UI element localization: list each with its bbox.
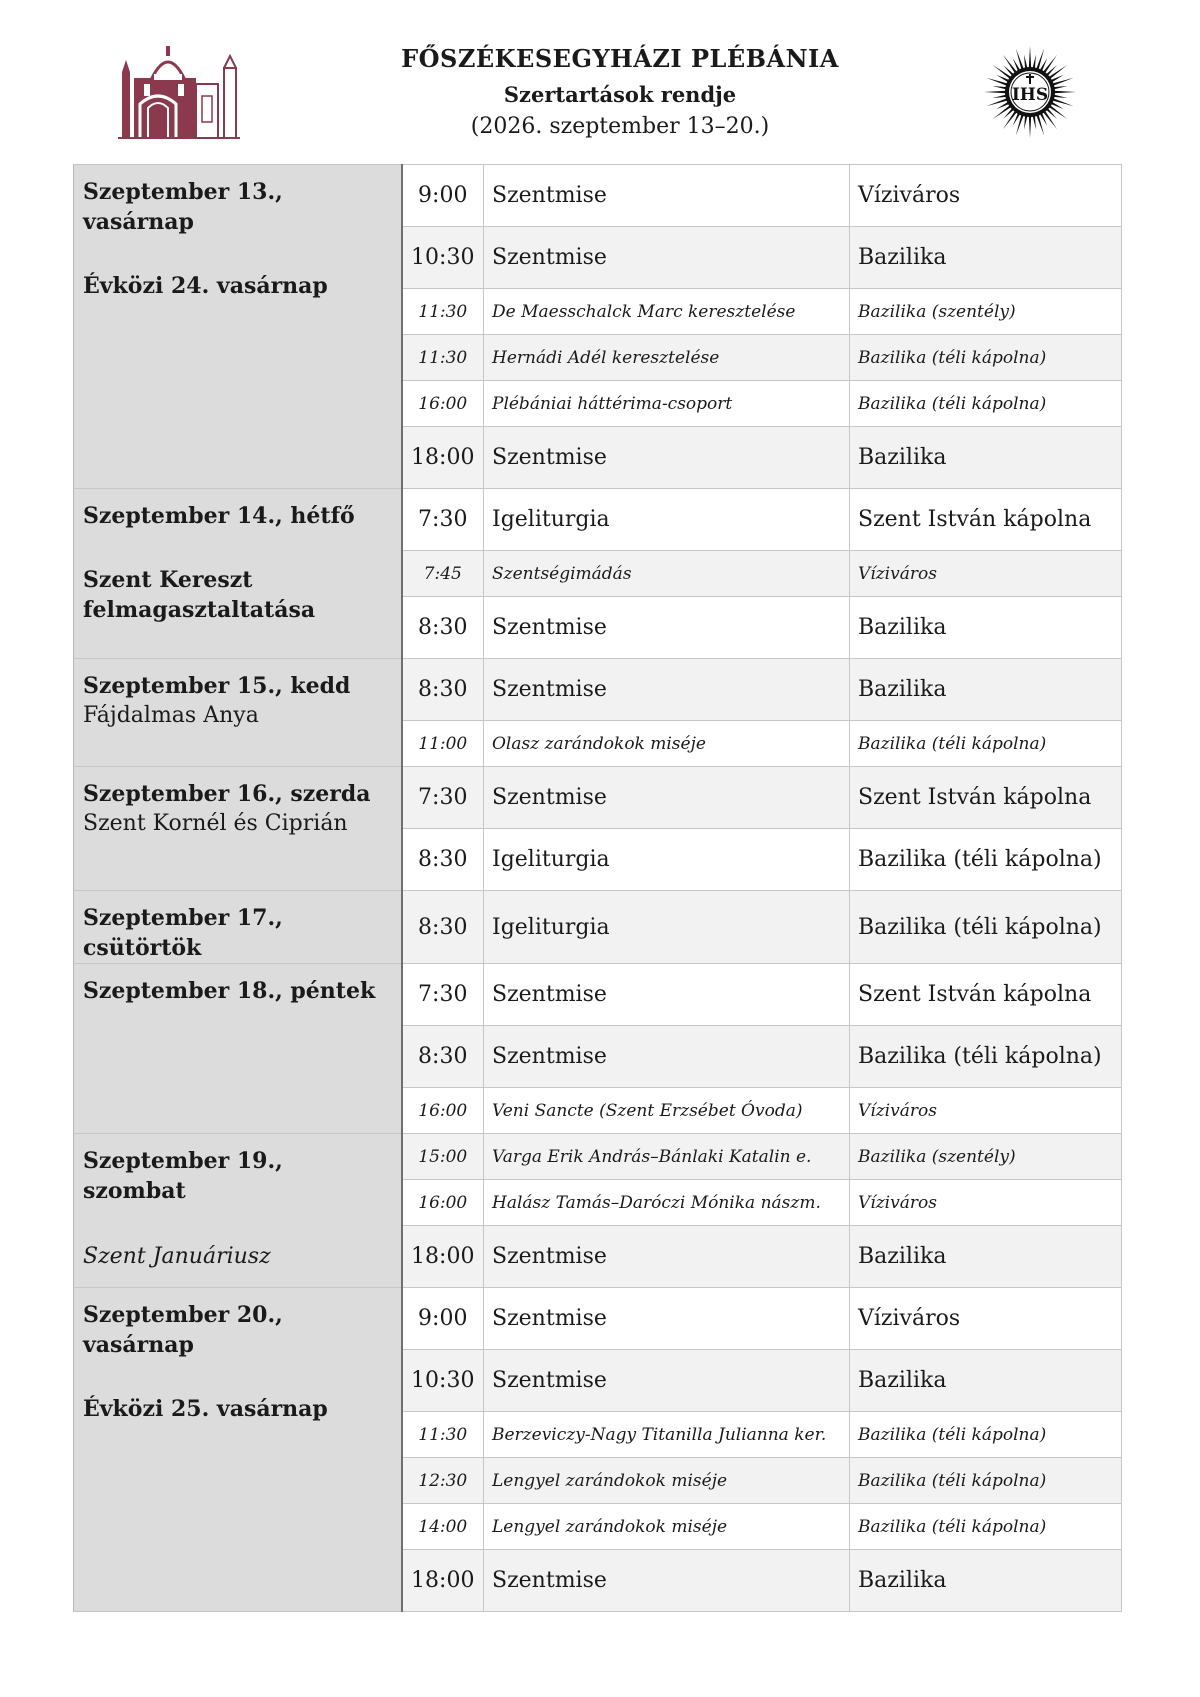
schedule-row	[74, 767, 1122, 829]
event-time: 7:30	[402, 489, 484, 551]
event-name: De Maesschalck Marc keresztelése	[484, 289, 850, 335]
event-place: Bazilika (téli kápolna)	[850, 1504, 1122, 1550]
day-feast: Fájdalmas Anya	[83, 703, 259, 728]
event-name: Igeliturgia	[484, 489, 850, 551]
event-place: Bazilika (téli kápolna)	[850, 891, 1122, 964]
day-cell	[74, 964, 402, 1134]
event-name: Veni Sancte (Szent Erzsébet Óvoda)	[484, 1088, 850, 1134]
event-place: Szent István kápolna	[850, 489, 1122, 551]
title-block	[300, 42, 940, 142]
event-time: 8:30	[402, 597, 484, 659]
day-date: Szeptember 16., szerda	[83, 781, 371, 807]
event-time: 10:30	[402, 227, 484, 289]
event-time: 8:30	[402, 1026, 484, 1088]
event-name: Igeliturgia	[484, 829, 850, 891]
event-place: Víziváros	[850, 165, 1122, 227]
event-place: Bazilika (téli kápolna)	[850, 829, 1122, 891]
event-time: 8:30	[402, 829, 484, 891]
event-time: 11:30	[402, 335, 484, 381]
event-place: Bazilika (szentély)	[850, 1134, 1122, 1180]
schedule-row	[74, 891, 1122, 964]
event-name: Lengyel zarándokok miséje	[484, 1504, 850, 1550]
event-name: Szentmise	[484, 1288, 850, 1350]
day-cell	[74, 659, 402, 767]
event-name: Szentmise	[484, 1350, 850, 1412]
event-time: 18:00	[402, 1226, 484, 1288]
event-time: 8:30	[402, 891, 484, 964]
event-name: Igeliturgia	[484, 891, 850, 964]
schedule-row	[74, 964, 1122, 1026]
event-place: Bazilika (téli kápolna)	[850, 1458, 1122, 1504]
event-name: Hernádi Adél keresztelése	[484, 335, 850, 381]
event-name: Szentmise	[484, 1226, 850, 1288]
event-place: Szent István kápolna	[850, 767, 1122, 829]
event-time: 15:00	[402, 1134, 484, 1180]
event-name: Szentmise	[484, 1550, 850, 1612]
event-name: Szentmise	[484, 964, 850, 1026]
schedule-row	[74, 489, 1122, 551]
day-date: Szeptember 19., szombat	[83, 1148, 283, 1204]
event-time: 18:00	[402, 427, 484, 489]
event-place: Bazilika (téli kápolna)	[850, 381, 1122, 427]
schedule-row	[74, 165, 1122, 227]
event-name: Szentségimádás	[484, 551, 850, 597]
event-place: Bazilika (téli kápolna)	[850, 721, 1122, 767]
page-header	[0, 0, 1200, 160]
day-cell	[74, 1288, 402, 1612]
day-date: Szeptember 20., vasárnap	[83, 1302, 283, 1358]
event-name: Berzeviczy-Nagy Titanilla Julianna ker.	[484, 1412, 850, 1458]
event-place: Víziváros	[850, 1088, 1122, 1134]
event-name: Szentmise	[484, 227, 850, 289]
day-feast: Évközi 25. vasárnap	[83, 1396, 328, 1422]
schedule-body	[74, 165, 1122, 1612]
event-name: Szentmise	[484, 597, 850, 659]
event-place: Bazilika (téli kápolna)	[850, 335, 1122, 381]
event-name: Olasz zarándokok miséje	[484, 721, 850, 767]
schedule-table	[73, 164, 1122, 1612]
event-time: 11:00	[402, 721, 484, 767]
day-cell	[74, 1134, 402, 1288]
event-time: 7:45	[402, 551, 484, 597]
event-place: Bazilika	[850, 1550, 1122, 1612]
schedule-row	[74, 1134, 1122, 1180]
event-name: Szentmise	[484, 767, 850, 829]
event-place: Szent István kápolna	[850, 964, 1122, 1026]
event-place: Bazilika	[850, 227, 1122, 289]
event-time: 8:30	[402, 659, 484, 721]
event-time: 18:00	[402, 1550, 484, 1612]
event-name: Halász Tamás–Daróczi Mónika nászm.	[484, 1180, 850, 1226]
event-place: Bazilika	[850, 659, 1122, 721]
schedule-row	[74, 1288, 1122, 1350]
event-time: 7:30	[402, 767, 484, 829]
event-time: 9:00	[402, 165, 484, 227]
ihs-monogram: IHS	[1011, 85, 1049, 105]
event-time: 7:30	[402, 964, 484, 1026]
day-cell	[74, 767, 402, 891]
event-place: Víziváros	[850, 1180, 1122, 1226]
event-name: Szentmise	[484, 659, 850, 721]
event-name: Szentmise	[484, 1026, 850, 1088]
event-place: Bazilika (téli kápolna)	[850, 1026, 1122, 1088]
event-time: 10:30	[402, 1350, 484, 1412]
event-time: 11:30	[402, 289, 484, 335]
date-range: (2026. szeptember 13–20.)	[470, 114, 770, 139]
event-time: 14:00	[402, 1504, 484, 1550]
event-place: Bazilika (téli kápolna)	[850, 1412, 1122, 1458]
schedule-row	[74, 659, 1122, 721]
day-feast: Szent Januáriusz	[83, 1244, 271, 1269]
event-place: Víziváros	[850, 1288, 1122, 1350]
event-place: Bazilika	[850, 597, 1122, 659]
event-time: 16:00	[402, 381, 484, 427]
ihs-sunburst-logo-icon	[982, 44, 1078, 140]
page-title: FŐSZÉKESEGYHÁZI PLÉBÁNIA	[401, 44, 839, 73]
day-cell	[74, 891, 402, 964]
day-date: Szeptember 13., vasárnap	[83, 179, 283, 235]
event-name: Szentmise	[484, 165, 850, 227]
event-name: Varga Erik András–Bánlaki Katalin e.	[484, 1134, 850, 1180]
day-date: Szeptember 18., péntek	[83, 978, 376, 1004]
event-place: Bazilika	[850, 1350, 1122, 1412]
day-cell	[74, 489, 402, 659]
event-name: Plébániai háttérima-csoport	[484, 381, 850, 427]
day-feast: Szent Kornél és Ciprián	[83, 811, 348, 836]
event-place: Bazilika (szentély)	[850, 289, 1122, 335]
day-date: Szeptember 17., csütörtök	[83, 905, 283, 961]
event-time: 11:30	[402, 1412, 484, 1458]
event-place: Bazilika	[850, 427, 1122, 489]
event-place: Bazilika	[850, 1226, 1122, 1288]
event-time: 9:00	[402, 1288, 484, 1350]
day-feast: Szent Kereszt felmagasztaltatása	[83, 567, 316, 623]
day-date: Szeptember 14., hétfő	[83, 503, 355, 529]
event-time: 16:00	[402, 1180, 484, 1226]
event-place: Víziváros	[850, 551, 1122, 597]
day-date: Szeptember 15., kedd	[83, 673, 351, 699]
page-subtitle: Szertartások rendje	[503, 82, 737, 107]
basilica-logo-icon	[118, 44, 242, 140]
day-feast: Évközi 24. vasárnap	[83, 273, 328, 299]
day-cell	[74, 165, 402, 489]
event-name: Lengyel zarándokok miséje	[484, 1458, 850, 1504]
event-time: 16:00	[402, 1088, 484, 1134]
event-name: Szentmise	[484, 427, 850, 489]
event-time: 12:30	[402, 1458, 484, 1504]
